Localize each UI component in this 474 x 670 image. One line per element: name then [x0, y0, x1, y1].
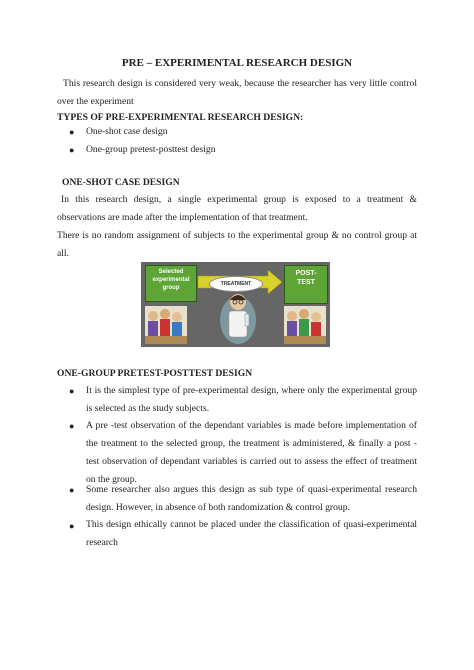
- treatment-label: TREATMENT: [209, 276, 263, 292]
- oneshot-paragraph-1: In this research design, a single experimental group is exposed to a treatment & observations are made after the implementation of that treatment.: [57, 194, 417, 223]
- posttest-label-line: POST-: [295, 270, 317, 277]
- onegroup-heading: ONE-GROUP PRETEST-POSTTEST DESIGN: [57, 368, 253, 379]
- intro-paragraph: This research design is considered very weak, because the researcher has very little control over the experiment: [57, 78, 417, 107]
- page-title: PRE – EXPERIMENTAL RESEARCH DESIGN: [121, 57, 353, 69]
- oneshot-heading: ONE-SHOT CASE DESIGN: [62, 177, 180, 188]
- group-illustration: [284, 306, 326, 344]
- bullet-icon: ●: [69, 145, 75, 155]
- posttest-label-line: TEST: [297, 279, 315, 286]
- onegroup-item: Some researcher also argues this design as sub type of quasi-experimental research design. However, in absence of both randomization & control group.: [86, 484, 417, 513]
- types-item: One-group pretest-posttest design: [86, 144, 216, 155]
- types-heading: TYPES OF PRE-EXPERIMENTAL RESEARCH DESIGN:: [57, 112, 304, 123]
- bullet-icon: ●: [69, 386, 75, 396]
- selected-group-box: [145, 265, 197, 302]
- selected-label-line: Selected: [158, 269, 184, 275]
- bullet-icon: ●: [69, 485, 75, 495]
- scientist-illustration: [218, 288, 258, 346]
- posttest-box: [284, 265, 328, 304]
- bullet-icon: ●: [69, 421, 75, 431]
- bullet-icon: ●: [69, 127, 75, 137]
- onegroup-item: This design ethically cannot be placed under the classification of quasi-experimental research: [86, 519, 417, 548]
- one-shot-design-diagram: [141, 262, 330, 347]
- types-item: One-shot case design: [86, 126, 168, 137]
- onegroup-item: A pre -test observation of the dependant variables is made before implementation of the treatment to the selected group, the treatment is administered, & finally a post -test observation of dependant variables is carried out to assess the effect of treatment on the group.: [86, 420, 417, 485]
- bullet-icon: ●: [69, 521, 75, 531]
- selected-label-line: experimental: [152, 277, 190, 283]
- group-illustration: [145, 306, 187, 344]
- selected-label-line: group: [162, 285, 180, 291]
- oneshot-paragraph-2: There is no random assignment of subjects to the experimental group & no control group at all.: [57, 230, 417, 259]
- onegroup-item: It is the simplest type of pre-experimental design, where only the experimental group is selected as the study subjects.: [86, 385, 417, 414]
